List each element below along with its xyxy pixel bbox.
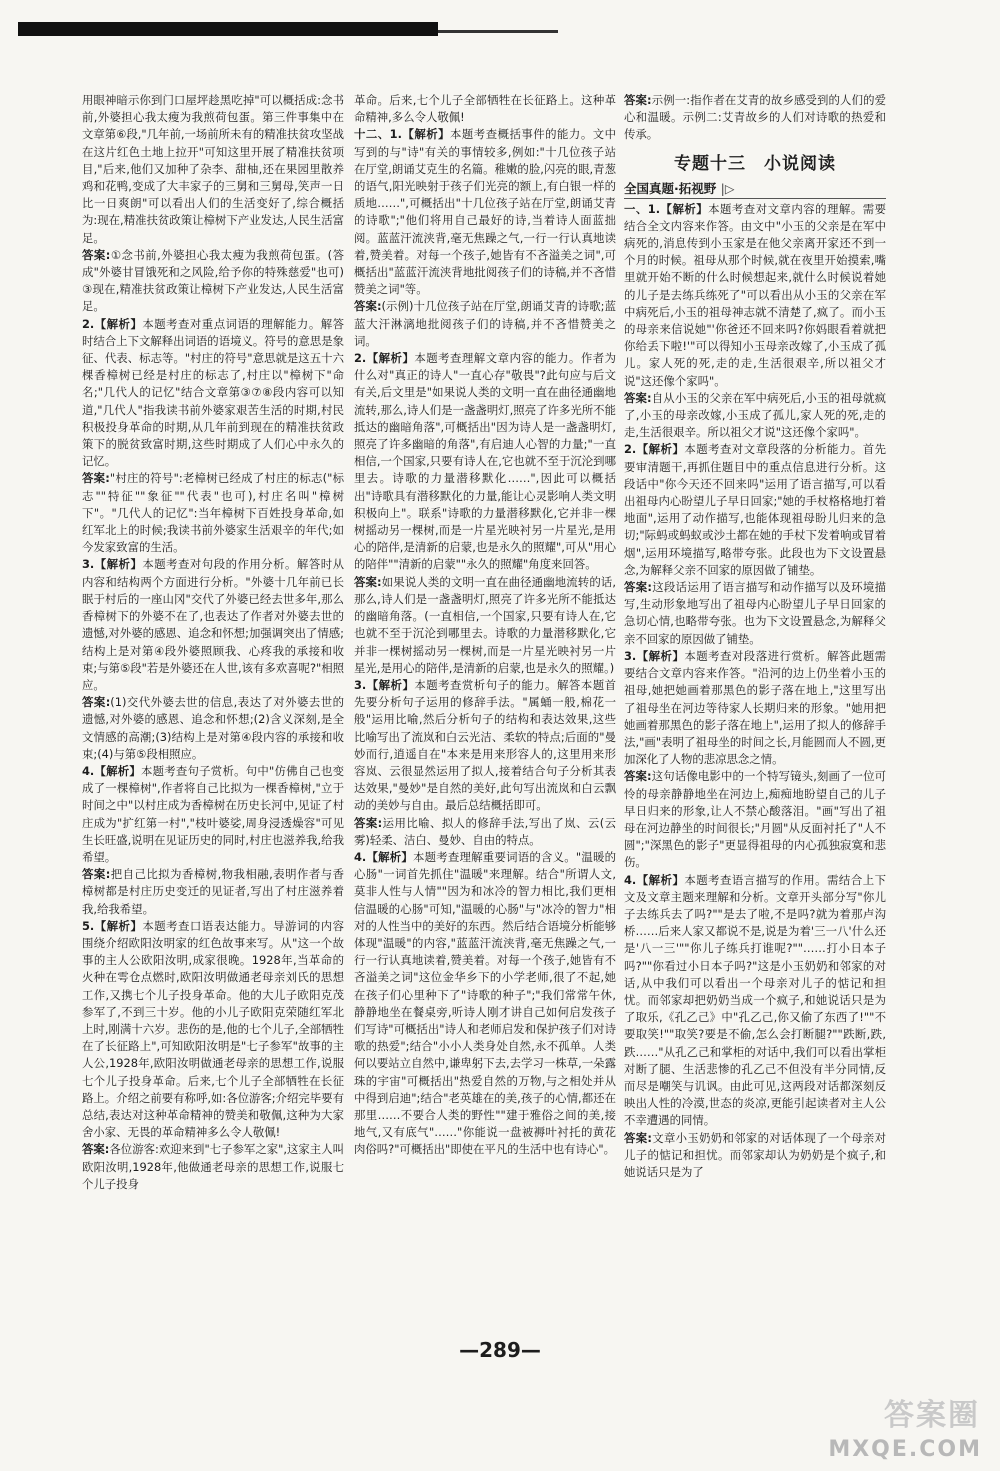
answer-paragraph [624,92,886,144]
answer-label: 答案: [82,471,110,486]
section-subtitle [624,180,886,199]
analysis-text: 本题考查赏析句子的能力。解答本题首先要分析句子运用的修辞手法。"属蛹一般,棉花一般"运用比喻,然后分析句子的结构和表达效果,这些比喻写出了流岚和白云光洁、柔软的特点;后面的"曼妙而行,逍遥自在"本来是用来形容人的,这里用来形容岚、云很显然运用了拟人,接着结合句子分析其表达效果,"曼妙"是自然的美好,此句写出流岚和白云飘动的美妙与自由。最后总结概括即可。 [354,677,616,813]
analysis-tag: 【解析】 [94,316,143,331]
analysis-text: 本题考查对文章内容的理解。需要结合全文内容来作答。由文中"小玉的父亲是在军中病死的,消息传到小玉家是在他父亲离开家还不到一个月的时候。祖母从那个时候,就在夜里开始摸索,嘴里就开始不断的什么时候想起来,就什么时候说着她的儿子是去练兵练死了"可以看出从小玉的父亲在军中病死后,小玉的祖母神志就不清楚了,疯了。而小玉的母亲来信说她"'你爸还不回来吗?你妈眼看着就把你给丢下啦!'"可以得知小玉母亲改嫁了,小玉成了孤儿。家人死的死,走的走,生活很艰辛,所以祖父才说"这还像个家吗"。 [624,201,886,388]
question-analysis [354,350,616,574]
header-rule [438,30,558,33]
answer-text: 运用比喻、拟人的修辞手法,写出了岚、云(云雾)轻柔、洁白、曼妙、自由的特点。 [354,815,616,847]
answer-paragraph [624,1130,886,1182]
watermark-url: MXQE.COM [828,1437,982,1462]
answer-paragraph [82,1141,344,1193]
analysis-text: 本题考查概括事件的能力。文中写到的与"诗"有关的事情较多,例如:"十几位孩子站在厅堂,朗诵艾克生的名篇。稚嫩的脸,闪亮的眼,青葱的语气,阳光映射于孩子们光亮的额上,有白银一样的质地……",可概括出"十几位孩子站在厅堂,朗诵艾青的诗歌";"他们将用自己最好的诗,当着诗人面蓝拙阅。蓝蓝汗流浃背,毫无焦躁之气,一行一行认真地读着,赞美着。对每一个孩子,她皆有不吝溢美之词",可概括出"蓝蓝汗流浃背地批阅孩子们的诗稿,并不吝惜赞美之词"等。 [354,127,616,297]
text-paragraph: 革命。后来,七个儿子全部牺牲在长征路上。这种革命精神,多么令人敬佩! [354,93,616,125]
text-paragraph: 用眼神暗示你到门口屋坪趁黑吃掉"可以概括成:念书前,外婆担心我太瘦为我煎荷包蛋。第三件事集中在文章第⑥段,"几年前,一场前所未有的精准扶贫攻坚战在这片红色土地上拉开"可知这里开展了精准扶贫项目,"后来,他们又加种了杂李、甜柚,还在果园里散养鸡和花鸭,变成了大丰家子的三舅和三舅母,笑声一日比一日爽朗"可以看出人们的生活变好了,综合概括为:现在,精准扶贫政策让樟树下产业发达,人民生活富足。 [82,93,344,245]
page-number: —289— [459,1338,541,1362]
analysis-tag: 【解析】 [366,677,415,692]
answer-label: 答案: [354,299,382,314]
watermark-text: 答案圈 [884,1398,980,1433]
answer-text: 示例一:指作者在艾青的故乡感受到的人们的爱心和温暖。示例二:艾青故乡的人们对诗歌的热爱和传承。 [624,93,886,142]
answer-text: 如果说人类的文明一直在曲径通幽地流转的话,那么,诗人们是一盏盏明灯,照亮了许多光所不能抵达的幽暗角落。(一直相信,一个国家,只要有诗人在,它也就不至于沉沦到哪里去。诗歌的力量潜移默化,它并非一棵树摇动另一棵树,而是一片星光映衬另一片星光,是用心的陪伴,是清新的启蒙,也是永久的照耀。) [354,574,616,675]
answer-paragraph [624,768,886,871]
answer-text: "村庄的符号":老樟树已经成了村庄的标志("标志""特征""象征""代表"也可),村庄名叫"樟树下"。"几代人的记忆":当年樟树下百姓投身革命,如红军北上的时候;我读书前外婆家生活艰辛的年代;如今发家致富的生活。 [82,471,344,555]
watermark-logo [800,1388,990,1468]
analysis-tag: 【解析】 [94,763,142,778]
arrow-mark-icon: |▷ [720,180,735,196]
analysis-tag: 【解析】 [660,201,709,216]
answer-label: 答案: [354,574,382,589]
answer-paragraph [354,574,616,677]
question-number: 4. [624,872,637,887]
answer-label: 答案: [82,1142,110,1157]
question-analysis [354,677,616,815]
question-number: 4. [354,849,367,864]
question-number: 3. [624,648,637,663]
answer-label: 答案: [82,695,111,710]
answer-label: 答案: [624,769,652,784]
question-number: 十二、1. [354,127,402,142]
question-analysis [624,648,886,768]
question-analysis [82,763,344,866]
analysis-tag: 【解析】 [401,127,451,142]
analysis-tag: 【解析】 [636,442,685,457]
question-number: 3. [354,677,367,692]
answer-text: (1)交代外婆去世的信息,表达了对外婆去世的遗憾,对外婆的感恩、追念和怀想;(2)含义深刻,是全文情感的高潮;(3)结构上是对第④段内容的承接和收束;(4)与第⑤段相照应。 [82,695,344,761]
analysis-text: 本题考查语言描写的作用。需结合上下文及文章主题来理解和分析。文章开头部分写"你儿子去练兵去了吗?""是去了啦,不是吗?就为着那卢沟桥……后来人家又都说不是,说是为着'三一八'什么还是'八一三'""你儿子练兵打谁呢?""……打小日本子吗?""你看过小日本子吗?"这是小玉奶奶和邻家的对话,从中我们可以看出一个母亲对儿子的惦记和担忧。而邻家却把奶奶当成一个疯子,和她说话只是为了取乐,《孔乙己》中"孔乙己,你又偷了东西了!""不要取笑!""取笑?要是不偷,怎么会打断腿?""跌断,跌,跌……"从孔乙己和掌柜的对话中,我们可以看出掌柜对断了腿、生活悲惨的孔乙己不但没有半分同情,反而尽是嘲笑与讥讽。由此可见,这两段对话都深刻反映出人性的冷漠,世态的炎凉,更能引起读者对主人公不幸遭遇的同情。 [624,872,886,1128]
analysis-text: 本题考查理解文章内容的能力。作者为什么对"真正的诗人"一直心存"敬畏"?此句应与后文有关,后文里是"如果说人类的文明一直在曲径通幽地流转,那么,诗人们是一盏盏明灯,照亮了许多光所不能抵达的幽暗角落",可概括出"因为诗人是一盏盏明灯,照亮了许多幽暗的角落",有启迪人心智的力量;"一直相信,一个国家,只要有诗人在,它也就不至于沉沦到哪里去。诗歌的力量潜移默化……",因此可以概括出"诗歌具有潜移默化的力量,能让心灵影响人类文明积极向上"。联系"诗歌的力量潜移默化,它并非一棵树摇动另一棵树,而是一片星光映衬另一片星光,是用心的陪伴,是清新的启蒙,也是永久的照耀",可从"用心的陪伴""清新的启蒙""永久的照耀"角度来回答。 [354,351,616,572]
question-analysis [624,872,886,1130]
analysis-tag: 【解析】 [366,351,415,366]
question-number: 2. [354,351,367,366]
analysis-text: 本题考查口语表达能力。导游词的内容围绕介绍欧阳汝明家的红色故事来写。从"这一个故事的主人公欧阳汝明,成家很晚。1928年,当革命的火种在雩仓点燃时,欧阳汝明做通老母亲刘氏的思想工作,又携七个儿子投身革命。他的大儿子欧阳克茂参军了,不到三十岁。他的小儿子欧阳克荣随红军北上时,刚满十六岁。悲伤的是,他的七个儿子,全部牺牲在了长征路上",可知欧阳汝明是"七子参军"故事的主人公,1928年,欧阳汝明做通老母亲的思想工作,说服七个儿子投身革命。后来,七个儿子全部牺牲在长征路上。介绍之前要有称呼,如:各位游客;介绍完毕要有总结,表达对这种革命精神的赞美和敬佩,这种为大家舍小家、无畏的革命精神多么令人敬佩! [82,918,344,1140]
question-analysis [624,201,886,390]
question-number: 2. [82,316,95,331]
analysis-text: 本题考查理解重要词语的含义。"温暖的心肠"一词首先抓住"温暖"来理解。结合"所谓人文,莫非人性与人情""因为和冰冷的智力相比,我们更相信温暖的心肠"可知,"温暖的心肠"与"冰冷的智力"相对的人性当中的美好的东西。然后结合语境分析能够体现"温暖"的内容,"蓝蓝汗流浃背,毫无焦躁之气,一行一行认真地读着,赞美着。对每一个孩子,她皆有不吝溢美之词"这位金华乡下的小学老师,很了不起,她在孩子们心里种下了"诗歌的种子";"我们常常午休,静静地坐在餐桌旁,听诗人刚才讲自己如何启发孩子们写诗"可概括出"诗人和老师启发和保护孩子们对诗歌的热爱";结合"小小人类身处自然,永不孤单。人类何以要站立自然中,谦卑躬下去,去学习一株草,一朵露珠的宇宙"可概括出"热爱自然的万物,与之相处并从中得到启迪";结合"老英雄在的美,孩子的心情,都还在那里……不要合人类的野性""建于雅俗之间的美,接地气,又有底气"……"你能说一盘被褥叶衬托的黄花肉俗吗?"可概括出"即使在平凡的生活中也有诗心"。 [354,849,616,1157]
section-title: 专题十三 小说阅读 [674,153,836,174]
column-left [82,92,344,1337]
analysis-text: 本题考查对段落进行赏析。解答此题需要结合文章内容来作答。"沿河的边上仍坐着小玉的祖母,她把她画着那黑色的影子落在地上,"这里写出了祖母坐在河边等待家人长期归来的形象。"她用把她画着那黑色的影子落在地上",运用了拟人的修辞手法,"画"表明了祖母坐的时间之长,月能圆而人不圆,更加深化了人物的悲凉思念之情。 [624,648,886,767]
answer-text: 把自己比拟为香樟树,物我相融,表明作者与香樟树都是村庄历史变迁的见证者,写出了村庄滋养着我,给我希望。 [82,867,344,916]
answer-text: 自从小玉的父亲在军中病死后,小玉的祖母就疯了,小玉的母亲改嫁,小玉成了孤儿,家人死的死,走的走,生活很艰辛。所以祖父才说"这还像个家吗"。 [624,390,886,440]
analysis-text: 本题考查对句段的作用分析。解答时从内容和结构两个方面进行分析。"外婆十几年前已长眠于村后的一座山冈"交代了外婆已经去世多年,那么香樟树下的外婆不在了,也表达了作者对外婆去世的遗憾,对外婆的感恩、追念和怀想;加强调突出了情感;结构上是对第④段外婆照顾我、心疼我的承接和收束;与第⑤段"若是外婆还在人世,该有多欢喜呢?"相照应。 [82,557,344,692]
analysis-tag: 【解析】 [636,872,685,887]
analysis-text: 本题考查对重点词语的理解能力。解答时结合上下文解释出词语的语境义。符号的意思是象征、代表、标志等。"村庄的符号"意思就是这五十六棵香樟树已经是村庄的标志了,村庄以"樟树下"命名;"几代人的记忆"结合文章第③⑦⑧段内容可以知道,"几代人"指我读书前外婆家艰苦生活的时期,村民积极投身革命的时期,从几年前到现在的精准扶贫政策下的脱贫致富时期,这些时期成了人们心中永久的记忆。 [82,316,344,469]
question-analysis [82,316,344,471]
analysis-text: 本题考查对文章段落的分析能力。首先要审清题干,再抓住题目中的重点信息进行分析。这段话中"你今天还不回来吗"运用了语言描写,可以看出祖母内心盼望儿子早日回家;"她的手杖格格地打着地面",运用了动作描写,也能体现祖母盼儿归来的急切;"际蚂或蚂蚁或沙土都在她的手杖下发着响或冒着烟",运用环境描写,略带夸张。此段也为下文设置悬念,为解释父亲不回家的原因做了铺垫。 [624,442,886,577]
question-number: 3. [82,557,95,572]
column-middle [354,92,616,1337]
column-right [624,92,886,1337]
question-analysis [354,849,616,1159]
answer-paragraph [354,815,616,849]
question-analysis [354,126,616,298]
analysis-tag: 【解析】 [636,648,685,663]
question-analysis [624,441,886,579]
answer-text: (示例)十几位孩子站在厅堂,朗诵艾青的诗歌;蓝蓝大汗淋漓地批阅孩子们的诗稿,并不吝惜赞美之词。 [354,299,616,348]
analysis-tag: 【解析】 [94,557,143,572]
answer-text: 这段话运用了语言描写和动作描写以及环境描写,生动形象地写出了祖母内心盼望儿子早日回家的急切心情,也略带夸张。也为下文设置悬念,为解释父亲不回家的原因做了铺垫。 [624,580,886,646]
question-analysis [82,918,344,1142]
answer-paragraph [624,579,886,648]
section-subtitle-text: 全国真题·拓视野 [624,180,717,196]
answer-label: 答案: [624,390,652,405]
answer-paragraph [624,390,886,442]
question-number: 4. [82,763,95,778]
answer-label: 答案: [82,867,111,882]
answer-paragraph [82,694,344,763]
answer-label: 答案: [354,815,383,830]
analysis-text: 本题考查句子赏析。句中"仿佛自己也变成了一棵樟树",作者将自己比拟为一棵香樟树,"立于时间之中"以村庄成为香樟树在历史长河中,见证了村庄成为"扩红第一村","枝叶婆娑,周身浸透燥容"可见生长旺盛,说明在见证历史的同时,村庄也滋养我,给我希望。 [82,763,344,864]
answer-paragraph [82,470,344,556]
answer-paragraph [82,247,344,316]
answer-label: 答案: [624,93,652,107]
header-bar [18,22,438,36]
answer-paragraph [354,298,616,350]
answer-text: 文章小玉奶奶和邻家的对话体现了一个母亲对儿子的惦记和担忧。而邻家却认为奶奶是个疯子,和她说话只是为了 [624,1130,886,1179]
answer-text: 各位游客:欢迎来到"七子参军之家",这家主人叫欧阳汝明,1928年,他做通老母亲的思想工作,说服七个儿子投身 [82,1142,344,1191]
answer-paragraph [82,866,344,918]
answer-text: ①念书前,外婆担心我太瘦为我煎荷包蛋。(答成"外婆甘冒饿死和之风险,给予你的特殊慈爱"也可) ③现在,精准扶贫政策让樟树下产业发达,人民生活富足。 [82,247,344,314]
question-number: 2. [624,442,637,457]
answer-label: 答案: [82,247,111,262]
answer-text: 这句话像电影中的一个特写镜头,刻画了一位可怜的母亲静静地坐在河边上,痴痴地盼望自己的儿子早日归来的形象,让人不禁心酸落泪。"画"写出了祖母在河边静坐的时间很长;"月圆"从反面衬托了"人不圆";"深黑色的影子"更显得祖母的内心孤独寂寞和悲伤。 [624,769,886,870]
answer-label: 答案: [624,580,652,595]
analysis-tag: 【解析】 [94,918,143,933]
question-analysis [82,556,344,694]
analysis-tag: 【解析】 [366,849,414,864]
answer-label: 答案: [624,1130,652,1145]
question-number: 一、1. [624,201,661,216]
question-number: 5. [82,918,95,933]
